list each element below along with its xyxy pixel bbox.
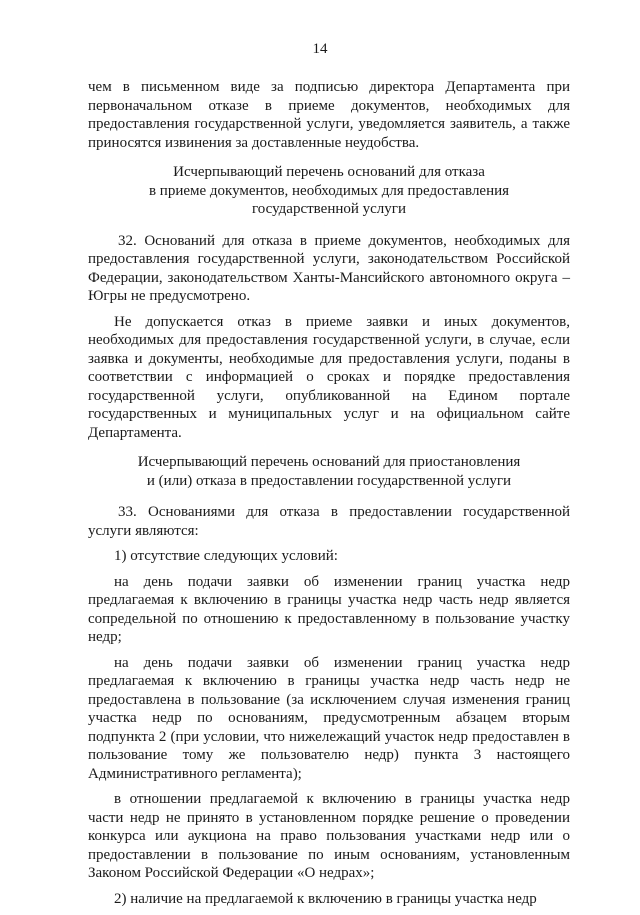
heading-line: и (или) отказа в предоставлении государственной услуги xyxy=(146,472,512,489)
document-body xyxy=(88,78,570,915)
paragraph-32: 32. Оснований для отказа в приеме документов, необходимых для предоставления государственной услуги, законодательством Российской Федерации, законодательством Ханты-Мансийского автономного округа – Югры не предусмотрено. xyxy=(88,232,570,304)
heading-line: Исчерпывающий перечень оснований для отказа xyxy=(173,164,485,180)
paragraph-33: 33. Основаниями для отказа в предоставлении государственной услуги являются: xyxy=(88,504,570,539)
heading-line: в приеме документов, необходимых для предоставления xyxy=(148,182,510,199)
heading-line: Исчерпывающий перечень оснований для приостановления xyxy=(137,454,521,470)
intro-paragraph: чем в письменном виде за подписью директора Департамента при первоначальном отказе в приеме документов, необходимых для предоставления государственной услуги, уведомляется заявитель, а также приносятся извинения за доставленные неудобства. xyxy=(88,79,570,151)
page-number: 14 xyxy=(312,41,328,57)
section-heading-refusal-documents xyxy=(88,163,570,219)
paragraph-33-condition-3: в отношении предлагаемой к включению в границы участка недр части недр не принято в установленном порядке решение о проведении конкурса или аукциона на право пользования участками недр или о предоставлении в пользование по иным основаниям, установленным Законом Российской Федерации «О недрах»; xyxy=(88,791,570,881)
paragraph-33-condition-2: на день подачи заявки об изменении границ участка недр предлагаемая к включению в границы участка недр часть недр не предоставлена в пользование (за исключением случая изменения границ участка недр по основаниям, предусмотренным абзацем вторым подпункта 2 (при условии, что нижележащий участок недр предоставлен в пользование тому же пользователю недр) пункта 3 настоящего Административного регламента); xyxy=(88,654,570,782)
paragraph-33-condition-1: на день подачи заявки об изменении границ участка недр предлагаемая к включению в границы участка недр часть недр является сопредельной по отношению к предоставленному в пользование участку недр; xyxy=(88,573,570,645)
paragraph-33-item-2: 2) наличие на предлагаемой к включению в границы участка недр xyxy=(114,890,537,907)
section-heading-suspension-refusal xyxy=(88,453,570,490)
paragraph-32-2: Не допускается отказ в приеме заявки и иных документов, необходимых для предоставления государственной услуги, в случае, если заявка и документы, необходимые для предоставления услуги, поданы в соответствии с информацией о сроках и порядке предоставления государственной услуги, опубликованной на Едином портале государственных и муниципальных услуг и на официальном сайте Департамента. xyxy=(88,313,570,441)
heading-line: государственной услуги xyxy=(252,201,406,217)
paragraph-33-item-1: 1) отсутствие следующих условий: xyxy=(114,548,338,564)
